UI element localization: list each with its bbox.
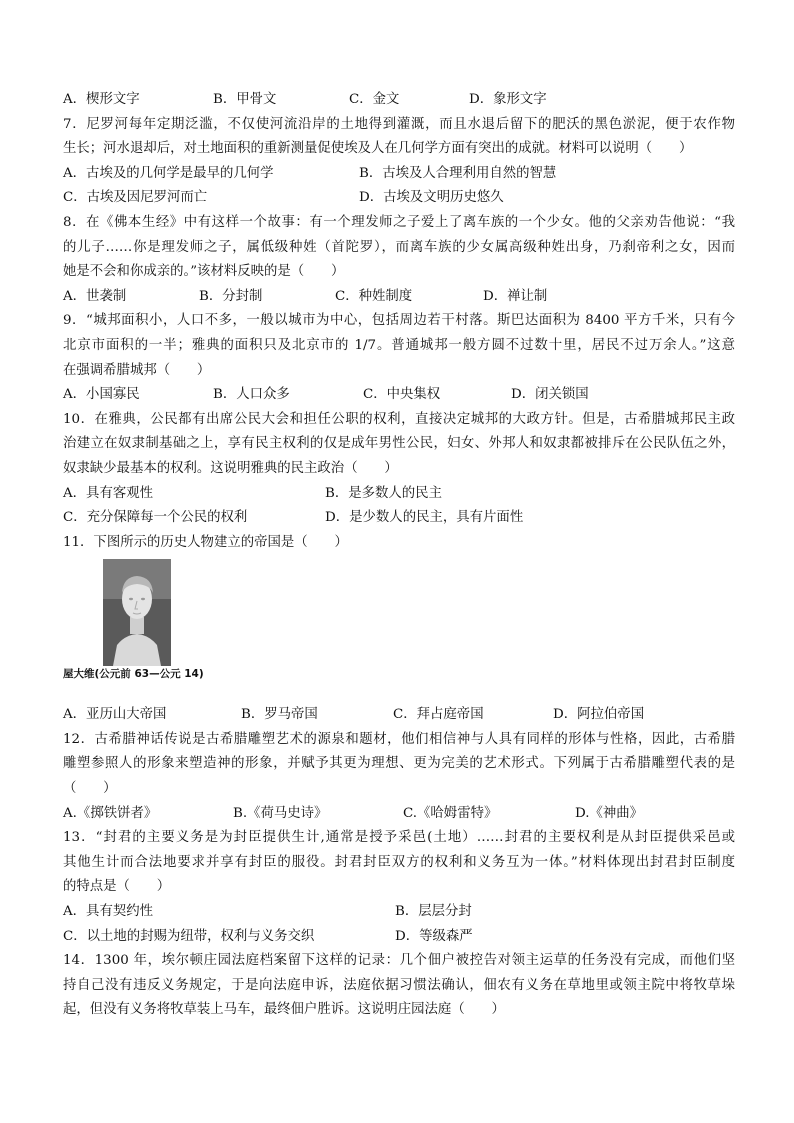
q7-options-row-1: [63, 162, 735, 187]
q8-stem-line-2: 的儿子……你是理发师之子，属低级种姓（首陀罗），而离车族的少女属高级种姓出身，乃刹帝利之女，因而: [63, 239, 735, 255]
q10-option-a: A．具有客观性: [63, 485, 154, 501]
q13-stem-line-2: 其他生计而合法地要求并享有封臣的服役。封君封臣双方的权利和义务互为一体。”材料体现出封君封臣制度: [63, 854, 735, 870]
q11-option-d: D．阿拉伯帝国: [553, 707, 645, 723]
q9-option-a: A．小国寡民: [63, 387, 140, 403]
q7-stem-line-2: 生长；河水退却后，对土地面积的重新测量促使埃及人在几何学方面有突出的成就。材料可以说明（ ）: [63, 141, 693, 157]
q11-option-a: A．亚历山大帝国: [63, 707, 167, 723]
q7-option-c: C．古埃及因尼罗河而亡: [63, 190, 208, 206]
q11-option-b: B．罗马帝国: [241, 707, 318, 723]
q9-stem-line-2: 北京市面积的一半；雅典的面积只及北京市的 1/7。普通城邦一般方圆不过数十里，居民不过万余人。”这意: [63, 337, 735, 353]
q6-option-d: D．象形文字: [469, 92, 547, 107]
q8-option-c: C．种姓制度: [335, 288, 413, 304]
q13-option-d: D．等级森严: [395, 928, 473, 944]
q13-option-c: C．以土地的封赐为纽带，权利与义务交织: [63, 928, 315, 944]
q14-stem-line-1: 14．1300 年，埃尔顿庄园法庭档案留下这样的记录：几个佃户被控告对领主运草的任务没有完成，而他们坚: [63, 953, 735, 969]
q7-option-b: B．古埃及人合理利用自然的智慧: [359, 165, 557, 181]
q13-option-a: A．具有契约性: [63, 904, 154, 920]
q11-figure: [63, 555, 735, 703]
q14-stem-line-3: 起，但没有义务将牧草装上马车，最终佃户胜诉。这说明庄园法庭（ ）: [63, 1002, 505, 1018]
q14-stem-line-2: 持自己没有违反义务规定，于是向法庭申诉，法庭依据习惯法确认，佃农有义务在草地里或领主院中将牧草垛: [63, 977, 735, 993]
q11-option-c: C．拜占庭帝国: [393, 707, 484, 723]
q9-stem-line-1: 9．“城邦面积小，人口不多，一般以城市为中心，包括周边若干村落。斯巴达面积为 8400 平方千米，只有今: [63, 313, 735, 329]
q13-options-row-2: [63, 925, 735, 950]
q10-options-row-1: [63, 482, 735, 507]
octavian-bust-photo: [103, 559, 171, 666]
q12-option-c: C.《哈姆雷特》: [403, 805, 498, 821]
q12-stem-line-3: （ ）: [63, 781, 117, 797]
q6-option-c: C．金文: [349, 92, 400, 107]
q9-option-b: B．人口众多: [213, 387, 290, 403]
q10-option-d: D．是少数人的民主，具有片面性: [325, 510, 524, 526]
q9-options: [63, 383, 735, 408]
q8-stem-line-1: 8．在《佛本生经》中有这样一个故事：有一个理发师之子爱上了离车族的一个少女。他的父亲劝告他说：“我: [63, 214, 735, 230]
q8-option-d: D．禅让制: [483, 288, 548, 304]
q10-options-row-2: [63, 506, 735, 531]
q7-option-a: A．古埃及的几何学是最早的几何学: [63, 165, 274, 181]
q10-stem-line-1: 10．在雅典，公民都有出席公民大会和担任公职的权利，直接决定城邦的大政方针。但是，古希腊城邦民主政: [63, 411, 735, 427]
q12-stem-line-2: 雕塑参照人的形象来塑造神的形象，并赋予其更为理想、更为完美的艺术形式。下列属于古希腊雕塑代表的是: [63, 756, 735, 772]
q7-stem-line-1: 7．尼罗河每年定期泛滥，不仅使河流沿岸的土地得到灌溉，而且水退后留下的肥沃的黑色淤泥，便于农作物: [63, 116, 735, 132]
q6-option-b: B．甲骨文: [213, 92, 277, 107]
q8-options: [63, 285, 735, 310]
q12-option-d: D.《神曲》: [575, 805, 644, 821]
q9-option-c: C．中央集权: [363, 387, 441, 403]
q7-options-row-2: [63, 186, 735, 211]
q13-stem-line-1: 13．“封君的主要义务是为封臣提供生计,通常是授予采邑(土地）……封君的主要权利是从封臣提供采邑或: [63, 830, 735, 846]
q10-option-c: C．充分保障每一个公民的权利: [63, 510, 248, 526]
q10-option-b: B．是多数人的民主: [325, 485, 442, 501]
q11-options: [63, 703, 735, 728]
q11-figure-caption: 屋大维(公元前 63—公元 14): [63, 668, 204, 681]
q8-option-b: B．分封制: [199, 288, 263, 304]
q12-option-b: B.《荷马史诗》: [233, 805, 328, 821]
bust-icon: [103, 559, 171, 666]
q12-options: [63, 802, 735, 827]
q12-stem-line-1: 12．古希腊神话传说是古希腊雕塑艺术的源泉和题材，他们相信神与人具有同样的形体与性格，因此，古希腊: [63, 731, 735, 747]
q10-stem-line-3: 奴隶缺少最基本的权利。这说明雅典的民主政治（ ）: [63, 460, 398, 476]
q6-option-a: A．楔形文字: [63, 92, 140, 107]
q7-option-d: D．古埃及文明历史悠久: [359, 190, 504, 206]
question-list: [63, 88, 735, 1023]
q13-stem-line-3: 的特点是（ ）: [63, 879, 171, 895]
q6-options: [63, 88, 735, 113]
q9-option-d: D．闭关锁国: [511, 387, 589, 403]
q13-option-b: B．层层分封: [395, 904, 472, 920]
q8-option-a: A．世袭制: [63, 288, 127, 304]
q11-stem-line-1: 11．下图所示的历史人物建立的帝国是（ ）: [63, 534, 348, 550]
q10-stem-line-2: 治建立在奴隶制基础之上，享有民主权利的仅是成年男性公民，妇女、外邦人和奴隶都被排斥在公民队伍之外，: [63, 436, 735, 452]
q12-option-a: A.《掷铁饼者》: [63, 805, 158, 821]
q9-stem-line-3: 在强调希腊城邦（ ）: [63, 362, 211, 378]
q8-stem-line-3: 她是不会和你成亲的。”该材料反映的是（ ）: [63, 264, 345, 280]
q13-options-row-1: [63, 900, 735, 925]
